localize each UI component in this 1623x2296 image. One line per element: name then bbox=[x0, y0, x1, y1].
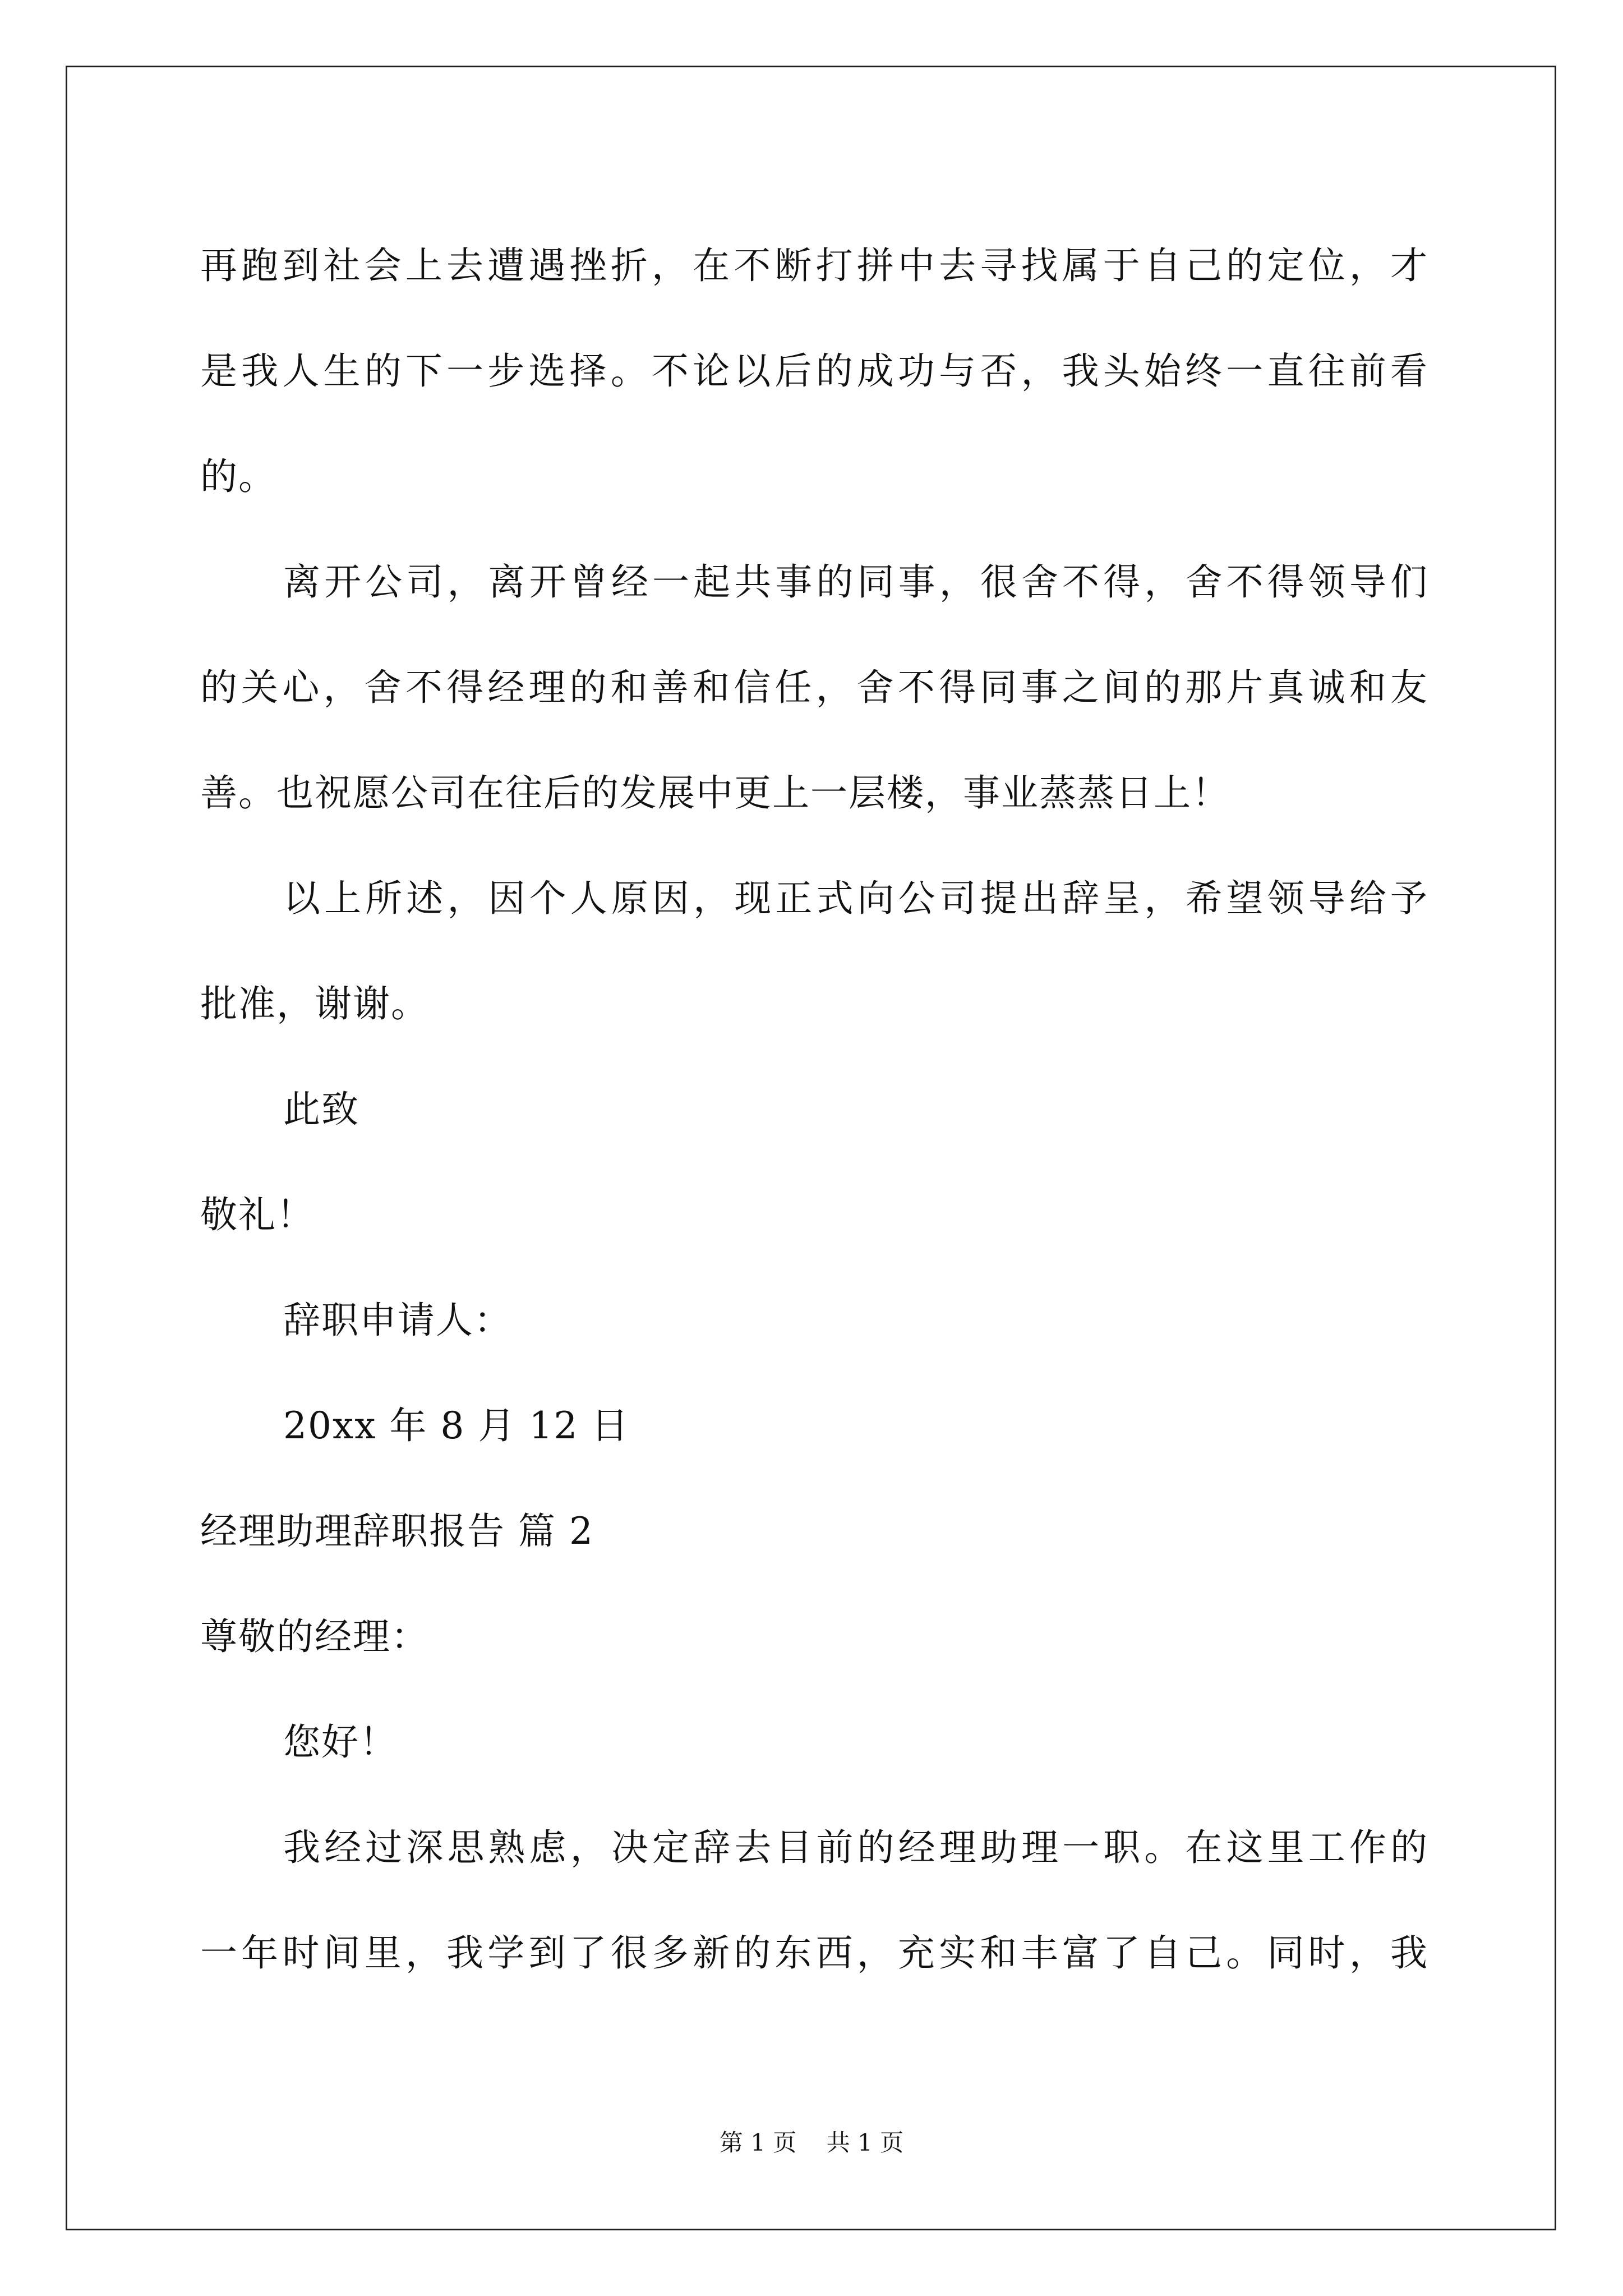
paragraph-line: 批准，谢谢。 bbox=[200, 982, 429, 1025]
paragraph-line: 一年时间里，我学到了很多新的东西，充实和丰富了自己。同时，我 bbox=[200, 1931, 1428, 1975]
paragraph-line: 是我人生的下一步选择。不论以后的成功与否，我头始终一直往前看 bbox=[200, 349, 1428, 393]
paragraph-line: 的关心，舍不得经理的和善和信任，舍不得同事之间的那片真诚和友 bbox=[200, 666, 1428, 709]
page-footer: 第 1 页 共 1 页 bbox=[719, 2129, 904, 2156]
closing-regards: 敬礼！ bbox=[200, 1193, 315, 1236]
paragraph-line: 离开公司，离开曾经一起共事的同事，很舍不得，舍不得领导们 bbox=[283, 560, 1428, 604]
date-line: 20xx 年 8 月 12 日 bbox=[283, 1404, 630, 1447]
paragraph-line: 再跑到社会上去遭遇挫折，在不断打拼中去寻找属于自己的定位，才 bbox=[200, 244, 1428, 287]
paragraph-line: 善。也祝愿公司在往后的发展中更上一层楼，事业蒸蒸日上！ bbox=[200, 771, 1230, 815]
salutation: 尊敬的经理： bbox=[200, 1615, 429, 1658]
greeting: 您好！ bbox=[283, 1720, 398, 1764]
signer-label: 辞职申请人： bbox=[283, 1299, 512, 1342]
section-heading: 经理助理辞职报告 篇 2 bbox=[200, 1510, 594, 1553]
closing-line: 此致 bbox=[283, 1088, 359, 1131]
paragraph-line: 以上所述，因个人原因，现正式向公司提出辞呈，希望领导给予 bbox=[283, 877, 1428, 920]
paragraph-line: 我经过深思熟虑，决定辞去目前的经理助理一职。在这里工作的 bbox=[283, 1826, 1428, 1869]
paragraph-line: 的。 bbox=[200, 455, 276, 498]
document-body bbox=[200, 213, 1428, 2006]
